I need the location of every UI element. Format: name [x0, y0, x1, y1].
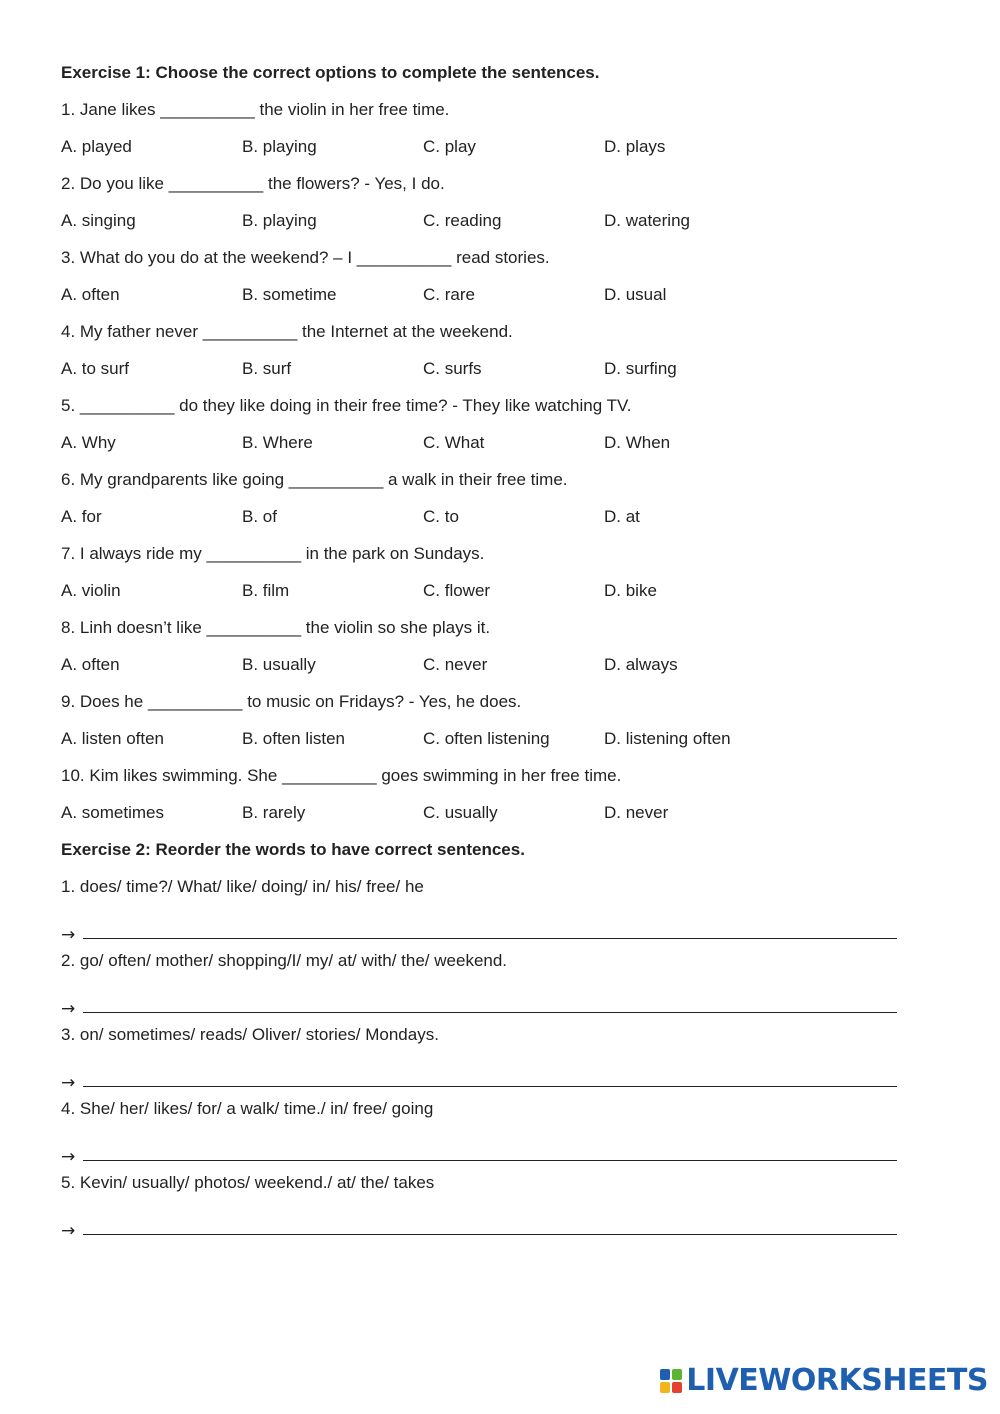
option-d[interactable]: D. When: [604, 433, 671, 452]
exercise1-title: Exercise 1: Choose the correct options to complete the sentences.: [61, 63, 600, 82]
options-row: [61, 652, 941, 689]
options-row: [61, 726, 941, 763]
arrow-icon: →: [61, 999, 76, 1019]
answer-line[interactable]: [83, 1233, 897, 1235]
option-c[interactable]: C. What: [423, 433, 485, 452]
option-a[interactable]: A. sometimes: [61, 803, 164, 822]
option-d[interactable]: D. plays: [604, 137, 666, 156]
option-d[interactable]: D. always: [604, 655, 678, 674]
option-a[interactable]: A. often: [61, 285, 120, 304]
option-d[interactable]: D. surfing: [604, 359, 677, 378]
option-a[interactable]: A. listen often: [61, 729, 165, 748]
option-b[interactable]: B. usually: [242, 655, 316, 674]
answer-row: [61, 985, 941, 1022]
question-7: 7. I always ride my __________ in the park on Sundays.: [61, 544, 485, 563]
option-c[interactable]: C. to: [423, 507, 459, 526]
options-row: [61, 134, 941, 171]
option-c[interactable]: C. often listening: [423, 729, 550, 748]
question-3: 3. What do you do at the weekend? – I __________ read stories.: [61, 248, 550, 267]
option-a[interactable]: A. often: [61, 655, 120, 674]
question-2: 2. Do you like __________ the flowers? - Yes, I do.: [61, 174, 445, 193]
question-8: 8. Linh doesn’t like __________ the violin so she plays it.: [61, 618, 491, 637]
question-4: 4. My father never __________ the Internet at the weekend.: [61, 322, 513, 341]
exercise2-title: Exercise 2: Reorder the words to have correct sentences.: [61, 840, 525, 859]
option-d[interactable]: D. usual: [604, 285, 667, 304]
option-a[interactable]: A. for: [61, 507, 102, 526]
option-b[interactable]: B. Where: [242, 433, 313, 452]
exercise1-questions: [61, 97, 941, 837]
option-a[interactable]: A. to surf: [61, 359, 130, 378]
arrow-icon: →: [61, 925, 76, 945]
question-6: 6. My grandparents like going __________ a walk in their free time.: [61, 470, 568, 489]
option-a[interactable]: A. singing: [61, 211, 136, 230]
option-b[interactable]: B. surf: [242, 359, 292, 378]
option-c[interactable]: C. play: [423, 137, 476, 156]
reorder-item-3: 3. on/ sometimes/ reads/ Oliver/ stories/ Mondays.: [61, 1025, 439, 1044]
option-b[interactable]: B. playing: [242, 137, 317, 156]
worksheet: [61, 60, 941, 1244]
options-row: [61, 356, 941, 393]
option-b[interactable]: B. playing: [242, 211, 317, 230]
option-d[interactable]: D. watering: [604, 211, 690, 230]
answer-row: [61, 1059, 941, 1096]
options-row: [61, 282, 941, 319]
answer-row: [61, 1133, 941, 1170]
option-b[interactable]: B. rarely: [242, 803, 306, 822]
answer-row: [61, 1207, 941, 1244]
answer-line[interactable]: [83, 937, 897, 939]
reorder-item-4: 4. She/ her/ likes/ for/ a walk/ time./ in/ free/ going: [61, 1099, 434, 1118]
option-c[interactable]: C. reading: [423, 211, 502, 230]
option-c[interactable]: C. never: [423, 655, 488, 674]
option-a[interactable]: A. Why: [61, 433, 116, 452]
options-row: [61, 504, 941, 541]
option-a[interactable]: A. violin: [61, 581, 121, 600]
answer-row: [61, 911, 941, 948]
arrow-icon: →: [61, 1073, 76, 1093]
option-d[interactable]: D. at: [604, 507, 640, 526]
arrow-icon: →: [61, 1221, 76, 1241]
reorder-item-1: 1. does/ time?/ What/ like/ doing/ in/ his/ free/ he: [61, 877, 424, 896]
option-b[interactable]: B. sometime: [242, 285, 337, 304]
option-c[interactable]: C. surfs: [423, 359, 482, 378]
option-c[interactable]: C. usually: [423, 803, 498, 822]
option-d[interactable]: D. never: [604, 803, 669, 822]
option-c[interactable]: C. rare: [423, 285, 475, 304]
option-d[interactable]: D. bike: [604, 581, 657, 600]
options-row: [61, 800, 941, 837]
question-5: 5. __________ do they like doing in their free time? - They like watching TV.: [61, 396, 632, 415]
reorder-item-5: 5. Kevin/ usually/ photos/ weekend./ at/ the/ takes: [61, 1173, 435, 1192]
options-row: [61, 430, 941, 467]
answer-line[interactable]: [83, 1159, 897, 1161]
question-10: 10. Kim likes swimming. She __________ goes swimming in her free time.: [61, 766, 622, 785]
reorder-item-2: 2. go/ often/ mother/ shopping/I/ my/ at/ with/ the/ weekend.: [61, 951, 508, 970]
options-row: [61, 578, 941, 615]
answer-line[interactable]: [83, 1011, 897, 1013]
logo-text: LIVEWORKSHEETS: [686, 1363, 988, 1398]
answer-line[interactable]: [83, 1085, 897, 1087]
question-1: 1. Jane likes __________ the violin in her free time.: [61, 100, 450, 119]
option-d[interactable]: D. listening often: [604, 729, 731, 748]
option-c[interactable]: C. flower: [423, 581, 491, 600]
liveworksheets-logo: [660, 1363, 988, 1398]
exercise2-items: [61, 874, 941, 1244]
options-row: [61, 208, 941, 245]
option-a[interactable]: A. played: [61, 137, 132, 156]
option-b[interactable]: B. film: [242, 581, 290, 600]
option-b[interactable]: B. often listen: [242, 729, 346, 748]
option-b[interactable]: B. of: [242, 507, 277, 526]
question-9: 9. Does he __________ to music on Fridays? - Yes, he does.: [61, 692, 522, 711]
logo-mark-icon: [660, 1369, 682, 1393]
arrow-icon: →: [61, 1147, 76, 1167]
